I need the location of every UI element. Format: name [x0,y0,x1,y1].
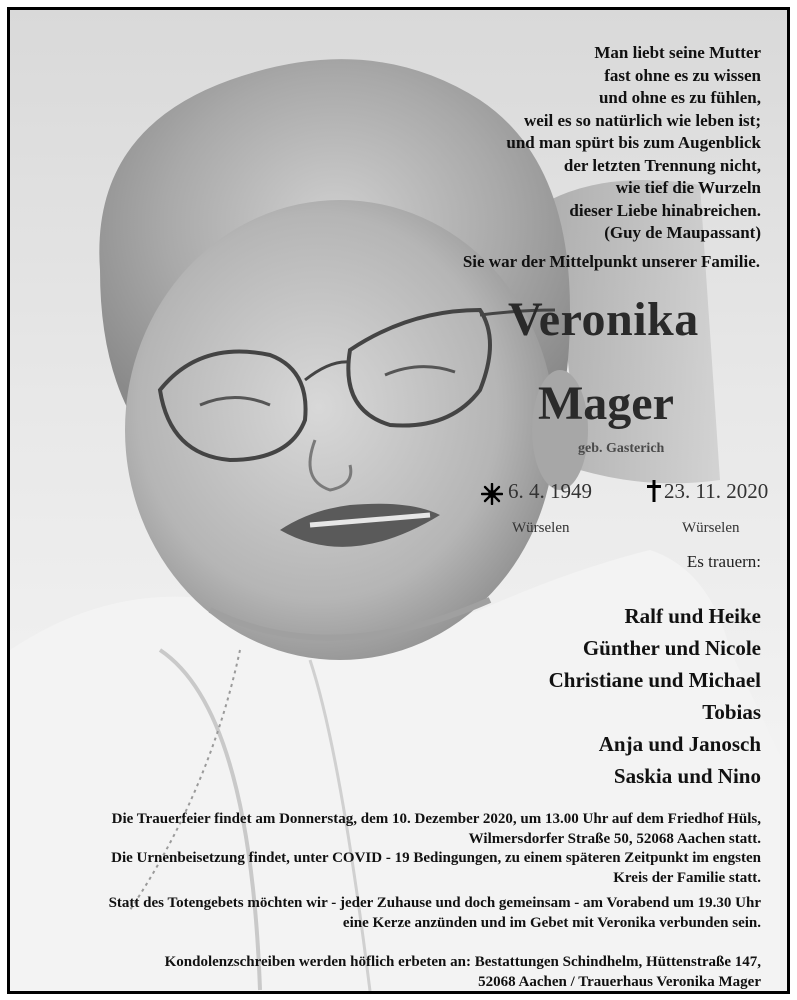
poem-line: Man liebt seine Mutter [594,43,761,62]
deceased-first-name: Veronika [508,293,699,346]
notice-line: Die Urnenbeisetzung findet, unter COVID - 19 Bedingungen, zu einem späteren Zeitpunkt im engsten [111,850,761,866]
mourners-label: Es trauern: [686,552,761,571]
star-icon [481,483,503,505]
birth-place: Würselen [512,520,570,536]
notice-line: Die Trauerfeier findet am Donnerstag, dem 10. Dezember 2020, um 13.00 Uhr auf dem Friedhof Hüls, [111,811,761,827]
poem-line: dieser Liebe hinabreichen. [569,200,761,220]
notice-line: Kondolenzschreiben werden höflich erbeten an: Bestattungen Schindhelm, Hüttenstraße 147, [164,954,761,970]
poem-line: wie tief die Wurzeln [615,178,761,197]
cross-icon [647,480,661,502]
deceased-last-name: Mager [538,377,674,430]
death-date: 23. 11. 2020 [664,479,769,503]
mourner-name: Günther und Nicole [582,636,761,660]
family-center-line: Sie war der Mittelpunkt unserer Familie. [462,252,760,271]
notice-line: Wilmersdorfer Straße 50, 52068 Aachen statt. [468,830,761,847]
poem-line: fast ohne es zu wissen [604,65,761,85]
poem-line: und man spürt bis zum Augenblick [506,133,761,152]
notice-line: Statt des Totengebets möchten wir - jeder Zuhause und doch gemeinsam - am Vorabend um 19.30 Uhr [108,895,761,911]
poem-line: weil es so natürlich wie leben ist; [523,110,761,130]
mourner-name: Saskia und Nino [613,764,761,788]
birth-date: 6. 4. 1949 [508,479,592,503]
mourner-name: Ralf und Heike [624,604,761,628]
mourner-name: Anja und Janosch [598,732,761,756]
poem-quote [506,42,761,245]
condolence-notice [165,953,761,992]
mourner-name: Christiane und Michael [548,668,761,692]
death-place: Würselen [682,520,740,536]
poem-author: (Guy de Maupassant) [604,223,761,242]
notice-line: 52068 Aachen / Trauerhaus Veronika Mager [478,973,761,990]
deceased-birth-name: geb. Gasterich [578,441,665,456]
notice-line: eine Kerze anzünden und im Gebet mit Veronika verbunden sein. [342,914,761,931]
poem-line: der letzten Trennung nicht, [563,155,761,175]
poem-line: und ohne es zu fühlen, [598,88,761,107]
prayer-notice [109,894,761,933]
ceremony-notice [111,810,761,888]
mourners-list [549,600,761,792]
notice-line: Kreis der Familie statt. [613,869,761,886]
mourner-name: Tobias [702,700,761,724]
obituary-frame [7,7,790,994]
